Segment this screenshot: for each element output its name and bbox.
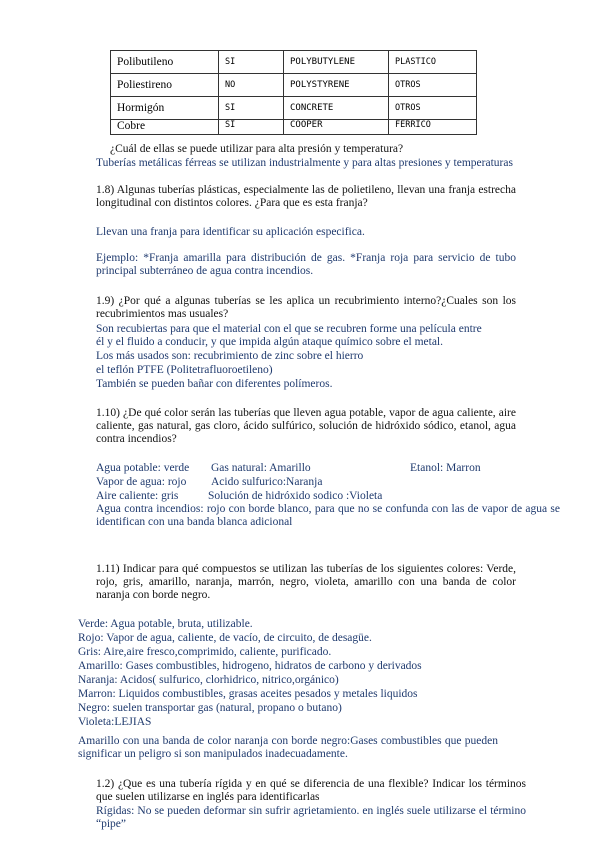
answer-1-11-line: Amarillo: Gases combustibles, hidrogeno, hidratos de carbono y derivados	[78, 660, 422, 672]
table-cell: Polibutileno	[111, 51, 219, 74]
table-cell: Cobre	[111, 120, 219, 135]
question-1-11: 1.11) Indicar para qué compuestos se utilizan las tuberías de los siguientes colores: Verde, rojo, gris, amarillo, naranja, marrón, negro, violeta, amarillo con una banda de color naranja con borde negro.	[96, 563, 516, 601]
question-1-9: 1.9) ¿Por qué a algunas tuberías se les aplica un recubrimiento interno?¿Cuales son los recubrimientos mas usuales?	[96, 295, 516, 320]
answer-1-11-line: Gris: Aire,aire fresco,comprimido, caliente, purificado.	[78, 646, 332, 658]
table-cell: SI	[219, 120, 284, 135]
question-high-pressure: ¿Cuál de ellas se puede utilizar para alta presión y temperatura?	[110, 143, 404, 155]
table-row	[111, 74, 477, 97]
table-row	[111, 97, 477, 120]
answer-1-8-example: Ejemplo: *Franja amarilla para distribución de gas. *Franja roja para servicio de tubo principal subterráneo de agua contra incendios.	[96, 252, 516, 277]
answer-1-2: Rígidas: No se pueden deformar sin sufrir agrietamiento. en inglés suele utilizarse el término “pipe”	[96, 805, 526, 830]
table-cell: Hormigón	[111, 97, 219, 120]
table-cell: Poliestireno	[111, 74, 219, 97]
answer-aire: Aire caliente: gris	[96, 490, 179, 502]
answer-1-9-line: él y el fluido a conducir, y que impida algún ataque químico sobre el metal.	[96, 336, 443, 348]
question-1-8: 1.8) Algunas tuberías plásticas, especialmente las de polietileno, llevan una franja estrecha longitudinal con distintos colores. ¿Para que es esta franja?	[96, 184, 516, 209]
answer-incendios: Agua contra incendios: rojo con borde blanco, para que no se confunda con las de vapor de agua se identifican con una banda blanca adicional	[96, 503, 560, 528]
table-cell: OTROS	[389, 74, 477, 97]
answer-1-11-line: Violeta:LEJIAS	[78, 716, 152, 728]
question-1-2: 1.2) ¿Que es una tubería rígida y en qué se diferencia de una flexible? Indicar los términos que suelen utilizarse en inglés para identificarlas	[96, 778, 526, 803]
table-cell: NO	[219, 74, 284, 97]
table-cell: PLASTICO	[389, 51, 477, 74]
table-cell: OTROS	[389, 97, 477, 120]
answer-agua-potable: Agua potable: verde	[96, 462, 190, 474]
answer-acido: Acido sulfurico:Naranja	[211, 476, 323, 488]
question-1-10: 1.10) ¿De qué color serán las tuberías que lleven agua potable, vapor de agua caliente, aire caliente, gas natural, gas cloro, ácido sulfúrico, solución de hidróxido sódico, etanol, agua contra incendios?	[96, 407, 516, 445]
table-row	[111, 51, 477, 74]
table-cell: POLYBUTYLENE	[284, 51, 389, 74]
answer-vapor: Vapor de agua: rojo	[96, 476, 187, 488]
materials-table	[110, 50, 477, 135]
table-cell: SI	[219, 97, 284, 120]
answer-1-11-line: Verde: Agua potable, bruta, utilizable.	[78, 618, 253, 630]
table-row	[111, 120, 477, 135]
table-cell: COOPER	[284, 120, 389, 135]
answer-etanol: Etanol: Marron	[410, 462, 481, 474]
answer-1-11-line: Negro: suelen transportar gas (natural, propano o butano)	[78, 702, 342, 714]
answer-1-11-line: Naranja: Acidos( sulfurico, clorhidrico, nitrico,orgánico)	[78, 674, 339, 686]
answer-high-pressure: Tuberías metálicas férreas se utilizan industrialmente y para altas presiones y temperaturas	[96, 157, 513, 169]
answer-hidroxido: Solución de hidróxido sodico :Violeta	[208, 490, 383, 502]
answer-1-9-line: También se pueden bañar con diferentes polímeros.	[96, 378, 333, 390]
answer-1-11-extra: Amarillo con una banda de color naranja con borde negro:Gases combustibles que pueden significar un peligro si son manipulados inadecuadamente.	[78, 735, 498, 760]
answer-1-11-line: Marron: Liquidos combustibles, grasas aceites pesados y metales liquidos	[78, 688, 418, 700]
answer-1-9-line: Los más usados son: recubrimiento de zinc sobre el hierro	[96, 350, 364, 362]
answer-1-9-line: el teflón PTFE (Politetrafluoroetileno)	[96, 364, 273, 376]
answer-gas-natural: Gas natural: Amarillo	[211, 462, 311, 474]
answer-1-11-line: Rojo: Vapor de agua, caliente, de vacío, de circuito, de desagüe.	[78, 632, 372, 644]
table-cell: SI	[219, 51, 284, 74]
answer-1-8: Llevan una franja para identificar su aplicación especifica.	[96, 226, 365, 238]
table-cell: FERRICO	[389, 120, 477, 135]
answer-1-9-line: Son recubiertas para que el material con el que se recubren forme una película entre	[96, 323, 482, 335]
table-cell: POLYSTYRENE	[284, 74, 389, 97]
table-cell: CONCRETE	[284, 97, 389, 120]
